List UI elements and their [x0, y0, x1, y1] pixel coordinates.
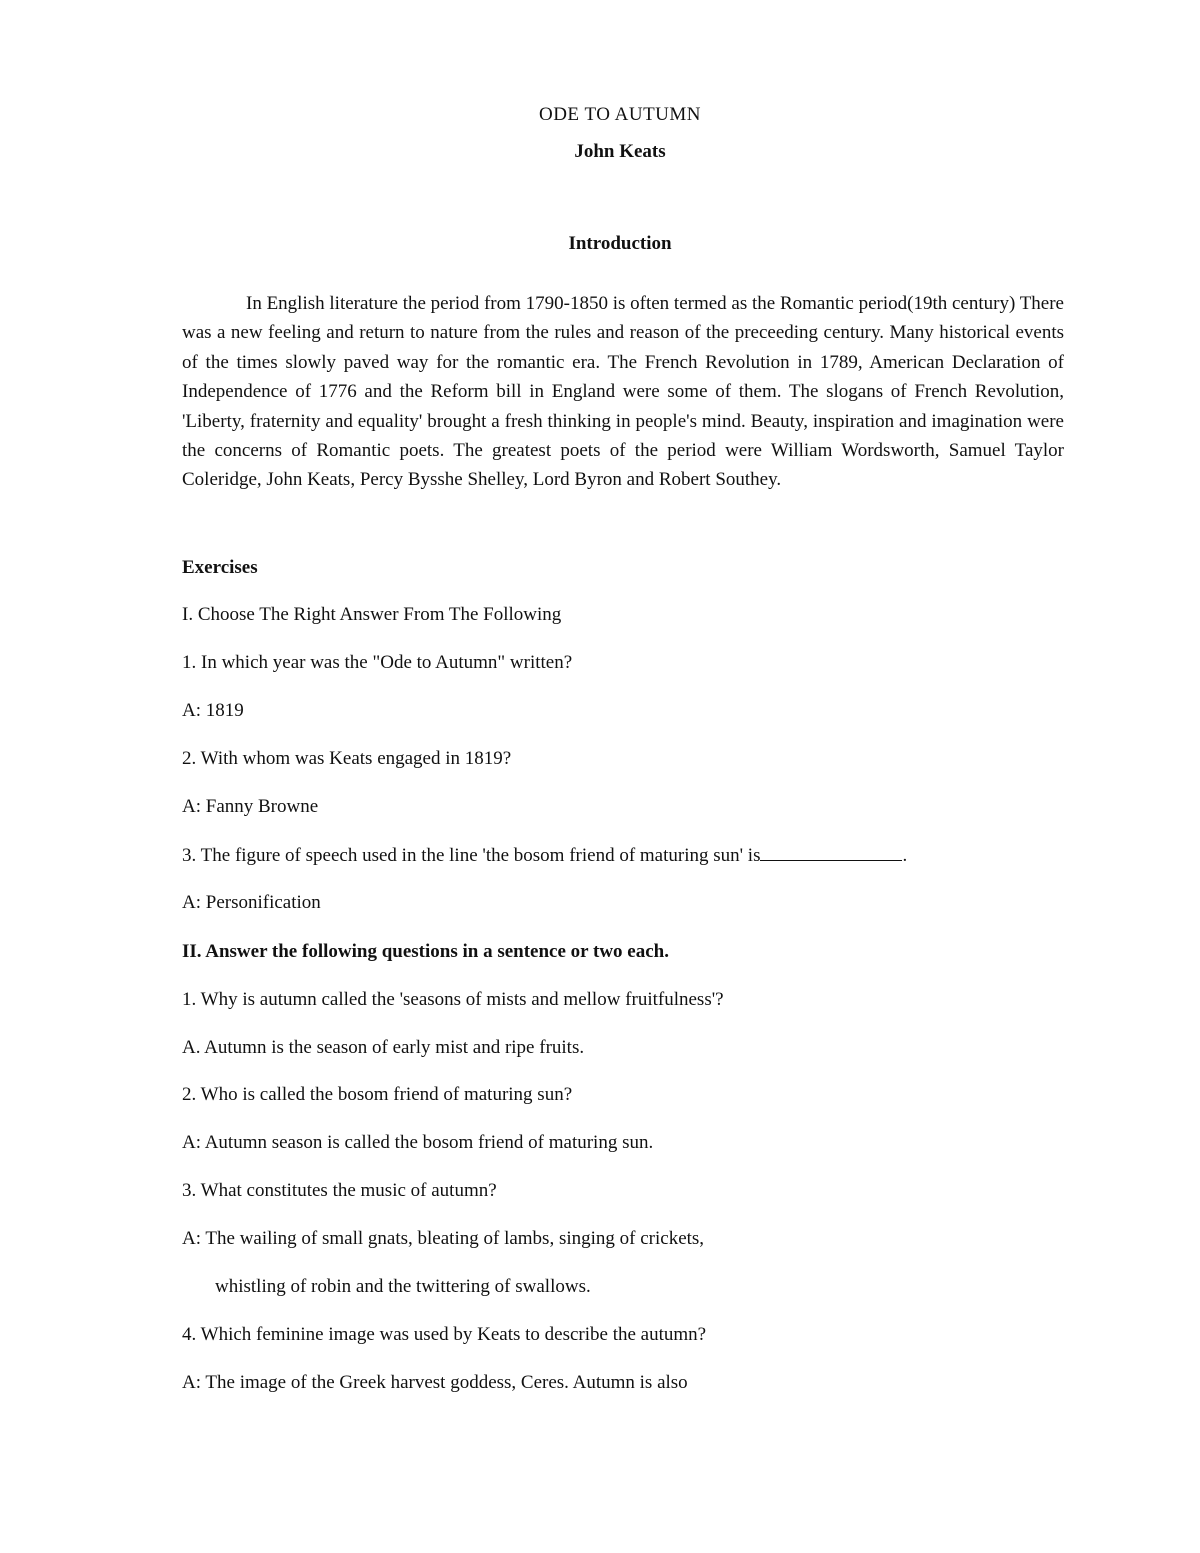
exercises-heading: Exercises: [182, 557, 258, 578]
section-1-question-2: 2. With whom was Keats engaged in 1819?: [182, 748, 512, 769]
section-2-question-1: 1. Why is autumn called the 'seasons of mists and mellow fruitfulness'?: [182, 989, 724, 1010]
section-2-heading: II. Answer the following questions in a sentence or two each.: [182, 941, 669, 962]
section-2-question-2: 2. Who is called the bosom friend of maturing sun?: [182, 1084, 573, 1105]
introduction-paragraph: In English literature the period from 1790-1850 is often termed as the Romantic period(19th century) There was a new feeling and return to nature from the rules and reason of the preceeding century. Many historical events of the times slowly paved way for the romantic era. The French Revolution in 1789, American Declaration of Independence of 1776 and the Reform bill in England were some of them. The slogans of French Revolution, 'Liberty, fraternity and equality' brought a fresh thinking in people's mind. Beauty, inspiration and imagination were the concerns of Romantic poets. The greatest poets of the period were William Wordsworth, Samuel Taylor Coleridge, John Keats, Percy Bysshe Shelley, Lord Byron and Robert Southey.: [182, 293, 1064, 491]
section-1-answer-2: A: Fanny Browne: [182, 796, 319, 817]
section-2-answer-4: A: The image of the Greek harvest goddess, Ceres. Autumn is also: [182, 1372, 688, 1393]
section-2-answer-3-line-1: A: The wailing of small gnats, bleating of lambs, singing of crickets,: [182, 1228, 705, 1249]
section-1-answer-1: A: 1819: [182, 700, 244, 721]
document-author: John Keats: [574, 141, 666, 162]
section-2-answer-3-line-2: whistling of robin and the twittering of swallows.: [215, 1276, 591, 1297]
section-1-answer-3: A: Personification: [182, 892, 321, 913]
question-3-period: .: [902, 845, 908, 866]
question-3-text: 3. The figure of speech used in the line 'the bosom friend of maturing sun' is: [182, 845, 761, 866]
fill-in-blank: [760, 844, 902, 861]
introduction-heading: Introduction: [568, 233, 672, 254]
section-2-answer-1: A. Autumn is the season of early mist and ripe fruits.: [182, 1037, 585, 1058]
section-2-answer-2: A: Autumn season is called the bosom friend of maturing sun.: [182, 1132, 654, 1153]
document-title: ODE TO AUTUMN: [538, 104, 702, 125]
section-2-question-3: 3. What constitutes the music of autumn?: [182, 1180, 497, 1201]
section-2-question-4: 4. Which feminine image was used by Keats to describe the autumn?: [182, 1324, 707, 1345]
section-1-question-1: 1. In which year was the "Ode to Autumn" written?: [182, 652, 573, 673]
section-1-question-3: [182, 844, 907, 867]
section-1-heading: I. Choose The Right Answer From The Following: [182, 604, 562, 625]
